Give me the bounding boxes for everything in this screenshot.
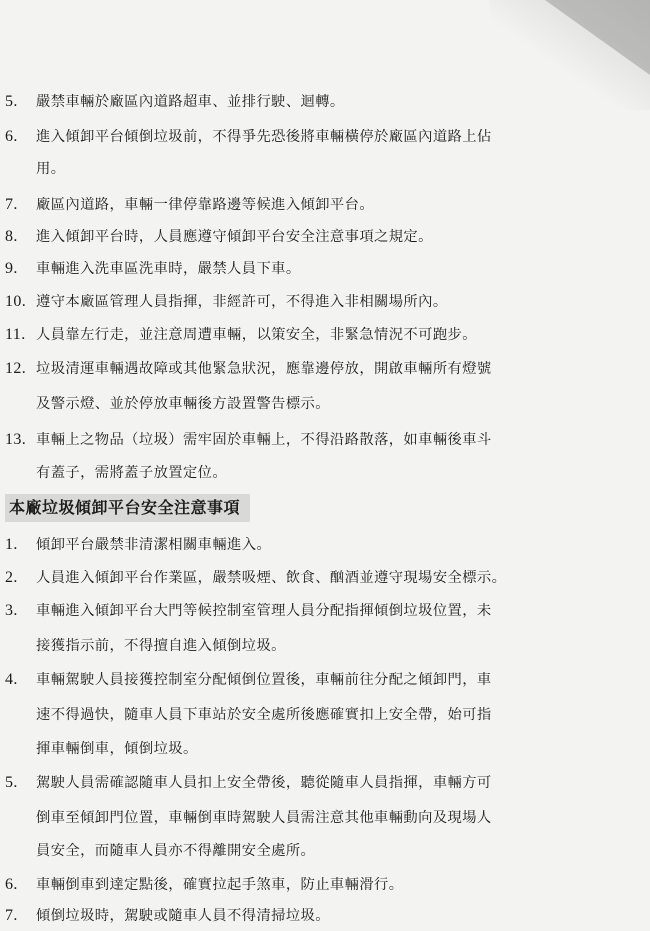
item-number: 9.: [5, 260, 18, 277]
item-text-continued: 用。: [36, 161, 66, 177]
item-text: 進入傾卸平台傾倒垃圾前，不得爭先恐後將車輛橫停於廠區內道路上佔: [36, 129, 492, 145]
item-text: 人員進入傾卸平台作業區，嚴禁吸煙、飲食、酗酒並遵守現場安全標示。: [36, 570, 507, 586]
item-number: 7.: [5, 907, 18, 924]
item-number: 3.: [5, 602, 18, 619]
item-text-continued: 員安全，而隨車人員亦不得離開安全處所。: [36, 843, 316, 859]
item-text: 車輛進入洗車區洗車時，嚴禁人員下車。: [36, 261, 301, 277]
item-text: 車輛倒車到達定點後，確實拉起手煞車，防止車輛滑行。: [36, 877, 404, 893]
page-corner-fold: [545, 0, 650, 75]
item-number: 13.: [5, 431, 27, 448]
item-number: 4.: [5, 671, 18, 688]
item-number: 6.: [5, 876, 18, 893]
item-number: 11.: [5, 326, 26, 343]
item-text: 傾卸平台嚴禁非清潔相關車輛進入。: [36, 537, 272, 553]
item-text: 垃圾清運車輛遇故障或其他緊急狀況，應靠邊停放，開啟車輛所有燈號: [36, 361, 492, 377]
item-text: 傾倒垃圾時，駕駛或隨車人員不得清掃垃圾。: [36, 908, 330, 924]
item-number: 6.: [5, 128, 18, 145]
item-number: 10.: [5, 293, 27, 310]
item-text: 車輛進入傾卸平台大門等候控制室管理人員分配指揮傾倒垃圾位置，未: [36, 603, 492, 619]
item-text-continued: 有蓋子，需將蓋子放置定位。: [36, 465, 228, 481]
section-heading: 本廠垃圾傾卸平台安全注意事項: [5, 494, 250, 522]
item-text-continued: 速不得過快，隨車人員下車站於安全處所後應確實扣上安全帶，始可指: [36, 707, 492, 723]
item-text-continued: 及警示燈、並於停放車輛後方設置警告標示。: [36, 396, 330, 412]
item-text: 嚴禁車輛於廠區內道路超車、並排行駛、迴轉。: [36, 94, 345, 110]
item-text: 進入傾卸平台時，人員應遵守傾卸平台安全注意事項之規定。: [36, 229, 433, 245]
item-text: 車輛駕駛人員接獲控制室分配傾倒位置後，車輛前往分配之傾卸門，車: [36, 672, 492, 688]
item-text: 駕駛人員需確認隨車人員扣上安全帶後，聽從隨車人員指揮，車輛方可: [36, 775, 492, 791]
item-number: 2.: [5, 569, 18, 586]
item-text-continued: 揮車輛倒車，傾倒垃圾。: [36, 741, 198, 757]
item-number: 8.: [5, 228, 18, 245]
item-text: 遵守本廠區管理人員指揮，非經許可，不得進入非相關場所內。: [36, 294, 448, 310]
item-text: 人員靠左行走，並注意周遭車輛，以策安全，非緊急情況不可跑步。: [36, 327, 477, 343]
item-number: 12.: [5, 360, 27, 377]
item-text-continued: 接獲指示前，不得擅自進入傾倒垃圾。: [36, 638, 286, 654]
item-text-continued: 倒車至傾卸門位置，車輛倒車時駕駛人員需注意其他車輛動向及現場人: [36, 810, 492, 826]
item-number: 5.: [5, 774, 18, 791]
item-text: 廠區內道路，車輛一律停靠路邊等候進入傾卸平台。: [36, 197, 375, 213]
item-text: 車輛上之物品（垃圾）需牢固於車輛上，不得沿路散落，如車輛後車斗: [36, 432, 492, 448]
item-number: 5.: [5, 93, 18, 110]
item-number: 7.: [5, 196, 18, 213]
item-number: 1.: [5, 536, 18, 553]
